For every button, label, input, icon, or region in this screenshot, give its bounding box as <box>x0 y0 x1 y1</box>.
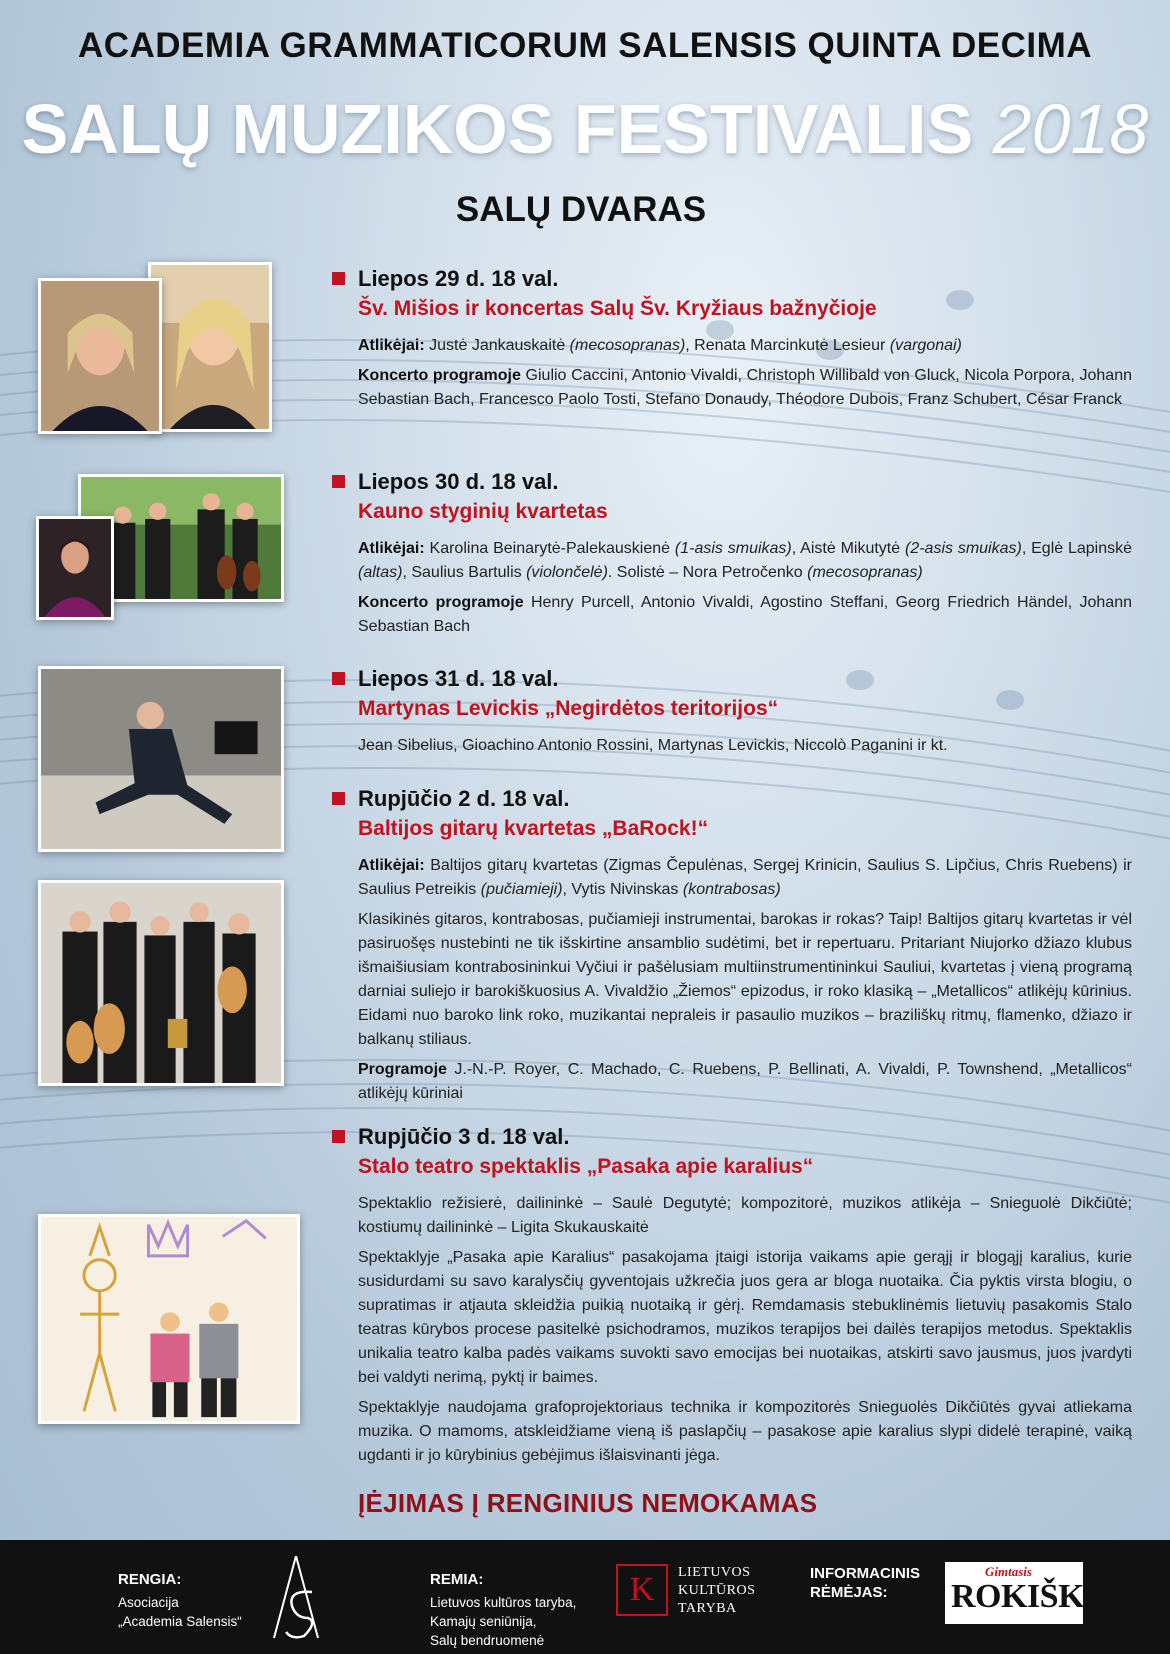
event-date <box>332 264 1132 294</box>
lkt-k-icon: K <box>616 1564 668 1616</box>
event-date <box>332 1122 1132 1152</box>
performer-name: Karolina Beinarytė-Palekauskienė <box>429 540 671 557</box>
info-heading-line: RĖMĖJAS: <box>810 1584 888 1601</box>
event-title: Baltijos gitarų kvartetas „BaRock!“ <box>358 817 709 840</box>
event-july-31 <box>332 664 1132 764</box>
performer-role: (mecosopranas) <box>807 564 923 581</box>
event-date-text: Rupjūčio 3 d. 18 val. <box>358 1124 570 1149</box>
description: Spektaklyje „Pasaka apie Karalius“ pasakojama įtaigi istorija vaikams apie gerąjį ir blogąjį karalius, kurie susidurdami su savo karalysčių gyventojais užkrečia juos gera ar bloga nuotaika. Čia pyktis virsta blogiu, o supratimas ir atjauta skleidžia puikią nuotaiką ir gėrį. Remdamasis stebuklinėmis lietuvių pasakomis Stalo teatras kūrybos procese pasitelkė psichodramos, muzikos terapijos bei dailės terapijos metodus. Spektaklis unikalia teatro kalba padės vaikams suvokti savo emocijas bei nuotaikas, atskirti savo jausmus, juos įvardyti bei valdyti nerimą, pyktį ir baimes. <box>358 1249 1132 1386</box>
performers <box>358 854 1132 902</box>
performer-name: , Aistė Mikutytė <box>791 540 901 557</box>
program <box>358 364 1132 412</box>
free-entry-notice: ĮĖJIMAS Į RENGINIUS NEMOKAMAS <box>358 1488 818 1518</box>
performer-name: , Saulius Bartulis <box>402 564 522 581</box>
festival-title <box>0 86 1170 172</box>
event-date-text: Rupjūčio 2 d. 18 val. <box>358 786 570 811</box>
performer-name: . Solistė – Nora Petročenko <box>607 564 803 581</box>
bullet-square-icon <box>332 672 345 685</box>
event-date <box>332 467 1132 497</box>
performer-role: (kontrabosas) <box>682 881 781 898</box>
event-date-text: Liepos 29 d. 18 val. <box>358 266 559 291</box>
credits: Spektaklio režisierė, dailininkė – Saulė Degutytė; kompozitorė, muzikos atlikėja – Snieguolė Dikčiūtė; kostiumų dailininkė – Ligita Skukauskaitė <box>358 1195 1132 1236</box>
academia-salensis-logo-icon <box>268 1552 324 1642</box>
event-title: Stalo teatro spektaklis „Pasaka apie karalius“ <box>358 1155 814 1178</box>
info-sponsor-block <box>810 1564 920 1602</box>
performers-label: Atlikėjai: <box>358 857 425 874</box>
bullet-square-icon <box>332 272 345 285</box>
lkt-line: KULTŪROS <box>678 1583 756 1598</box>
performer-name: , Eglė Lapinskė <box>1021 540 1133 557</box>
program: Jean Sibelius, Gioachino Antonio Rossini, Martynas Levickis, Niccolò Paganini ir kt. <box>358 737 948 754</box>
program-text: Henry Purcell, Antonio Vivaldi, Agostino Steffani, Georg Friedrich Händel, Johann Sebastian Bach <box>358 594 1133 635</box>
organizer-block <box>118 1570 242 1631</box>
performer-role: (pučiamieji) <box>480 881 563 898</box>
performer-role: (altas) <box>358 564 403 581</box>
lkt-text <box>678 1564 755 1618</box>
photo-soloist <box>36 516 114 620</box>
program <box>358 1058 1132 1106</box>
event-august-2 <box>332 784 1132 1112</box>
performer-role: (mecosopranas) <box>569 337 686 354</box>
photo-martynas-levickis <box>38 666 284 852</box>
info-sponsor-heading <box>810 1564 920 1602</box>
sponsor-line: Kamajų seniūnija, <box>430 1614 537 1629</box>
program-text: J.-N.-P. Royer, C. Machado, C. Ruebens, P. Bellinati, A. Vivaldi, P. Townshend, „Metallicos“ atlikėjų kūriniai <box>358 1061 1133 1102</box>
photo-singer-organist-left <box>38 278 162 434</box>
lkt-line: TARYBA <box>678 1601 737 1616</box>
event-august-3 <box>332 1122 1132 1474</box>
event-title: Šv. Mišios ir koncertas Salų Šv. Kryžiaus bažnyčioje <box>358 297 877 320</box>
festival-year: 2018 <box>992 90 1149 168</box>
organizer-line: „Academia Salensis“ <box>118 1614 242 1629</box>
photo-table-theatre <box>38 1214 300 1424</box>
gimtasis-rokiskis-logo <box>945 1562 1116 1624</box>
bullet-square-icon <box>332 792 345 805</box>
academia-title: ACADEMIA GRAMMATICORUM SALENSIS QUINTA DECIMA <box>77 26 1093 65</box>
performer-role: (violončelė) <box>526 564 608 581</box>
performer-name: , Renata Marcinkutė Lesieur <box>685 337 886 354</box>
performers <box>358 334 1132 358</box>
event-body <box>332 1192 1132 1468</box>
organizer-heading: RENGIA: <box>118 1571 182 1588</box>
lithuanian-culture-council-logo <box>616 1564 796 1636</box>
description: Klasikinės gitaros, kontrabosas, pučiamieji instrumentai, barokas ir rokas? Taip! Baltijos gitarų kvartetas ir vėl pasiruošęs nustebinti ne tik išskirtine ansamblio sudėtimi, bet ir repertuaru. Pritariant Niujorko džiazo klubus išmaišiusiam kontrabosininkui Vyčiui ir pašėlusiam multiinstrumentininkui Sauliui, kvartetas į vieną programą darniai suliejo ir barokiškuosius A. Vivaldžio „Žiemos“ epizodus, ir roko klasiką – „Metallicos“ atlikėjų kūrinius. Eidami nuo baroko link roko, muzikantai nepraleis ir pasaulio muzikos – braziliškų ritmų, flamenko, džiazo ir balkanų stiliaus. <box>358 911 1132 1048</box>
performer-name: , Vytis Nivinskas <box>562 881 679 898</box>
event-body <box>332 334 1132 412</box>
program-text: Giulio Caccini, Antonio Vivaldi, Christoph Willibald von Gluck, Nicola Porpora, Johann Sebastian Bach, Francesco Paolo Tosti, Stefano Donaudy, Théodore Dubois, Franz Schubert, César Franck <box>358 367 1132 408</box>
photo-singer-organist-right <box>148 262 272 432</box>
event-date <box>332 664 1132 694</box>
performers <box>358 537 1132 585</box>
event-title: Martynas Levickis „Negirdėtos teritorijos“ <box>358 697 779 720</box>
event-body <box>332 854 1132 1106</box>
performer-role: (2-asis smuikas) <box>904 540 1022 557</box>
performer-name: Baltijos gitarų kvartetas (Zigmas Čepulėnas, Sergej Krinicin, Saulius S. Lipčius, Chris Ruebens) ir Saulius Petreikis <box>358 857 1132 898</box>
event-july-30 <box>332 467 1132 645</box>
organizer-line: Asociacija <box>118 1595 179 1610</box>
info-heading-line: INFORMACINIS <box>810 1565 920 1582</box>
program-label: Koncerto programoje <box>358 594 524 611</box>
event-title: Kauno styginių kvartetas <box>358 500 608 523</box>
program-label: Programoje <box>358 1061 447 1078</box>
sponsor-line: Salų bendruomenė <box>430 1633 545 1648</box>
rokiskis-big-text: ROKIŠKIS <box>951 1578 1116 1615</box>
venue-title: SALŲ DVARAS <box>455 190 707 229</box>
event-date <box>332 784 1132 814</box>
performer-name: Justė Jankauskaitė <box>429 337 566 354</box>
event-date-text: Liepos 31 d. 18 val. <box>358 666 559 691</box>
rokiskis-small-text: Gimtasis <box>985 1564 1032 1579</box>
event-body <box>332 537 1132 639</box>
event-july-29 <box>332 264 1132 418</box>
event-date-text: Liepos 30 d. 18 val. <box>358 469 559 494</box>
sponsor-heading: REMIA: <box>430 1571 484 1588</box>
description: Spektaklyje naudojama grafoprojektoriaus technika ir kompozitorės Snieguolės Dikčiūtės gyvai atliekama muzika. O mamoms, atskleidžiame vieną iš paslapčių – pasakose apie karalius slypi didelė terapinė, vaiką ugdanti ir jo kūrybinius gebėjimus išlaisvinanti jėga. <box>358 1399 1132 1464</box>
bullet-square-icon <box>332 1130 345 1143</box>
lkt-line: LIETUVOS <box>678 1565 751 1580</box>
performer-role: (1-asis smuikas) <box>674 540 792 557</box>
program-label: Koncerto programoje <box>358 367 521 384</box>
festival-name: SALŲ MUZIKOS FESTIVALIS <box>21 90 974 168</box>
sponsor-line: Lietuvos kultūros taryba, <box>430 1595 577 1610</box>
performers-label: Atlikėjai: <box>358 337 425 354</box>
sponsor-block <box>430 1570 576 1650</box>
sponsors-footer <box>0 1540 1170 1654</box>
program <box>358 591 1132 639</box>
performer-role: (vargonai) <box>889 337 962 354</box>
event-body <box>332 734 1132 758</box>
photo-baltic-guitar-quartet <box>38 880 284 1086</box>
bullet-square-icon <box>332 475 345 488</box>
performers-label: Atlikėjai: <box>358 540 425 557</box>
